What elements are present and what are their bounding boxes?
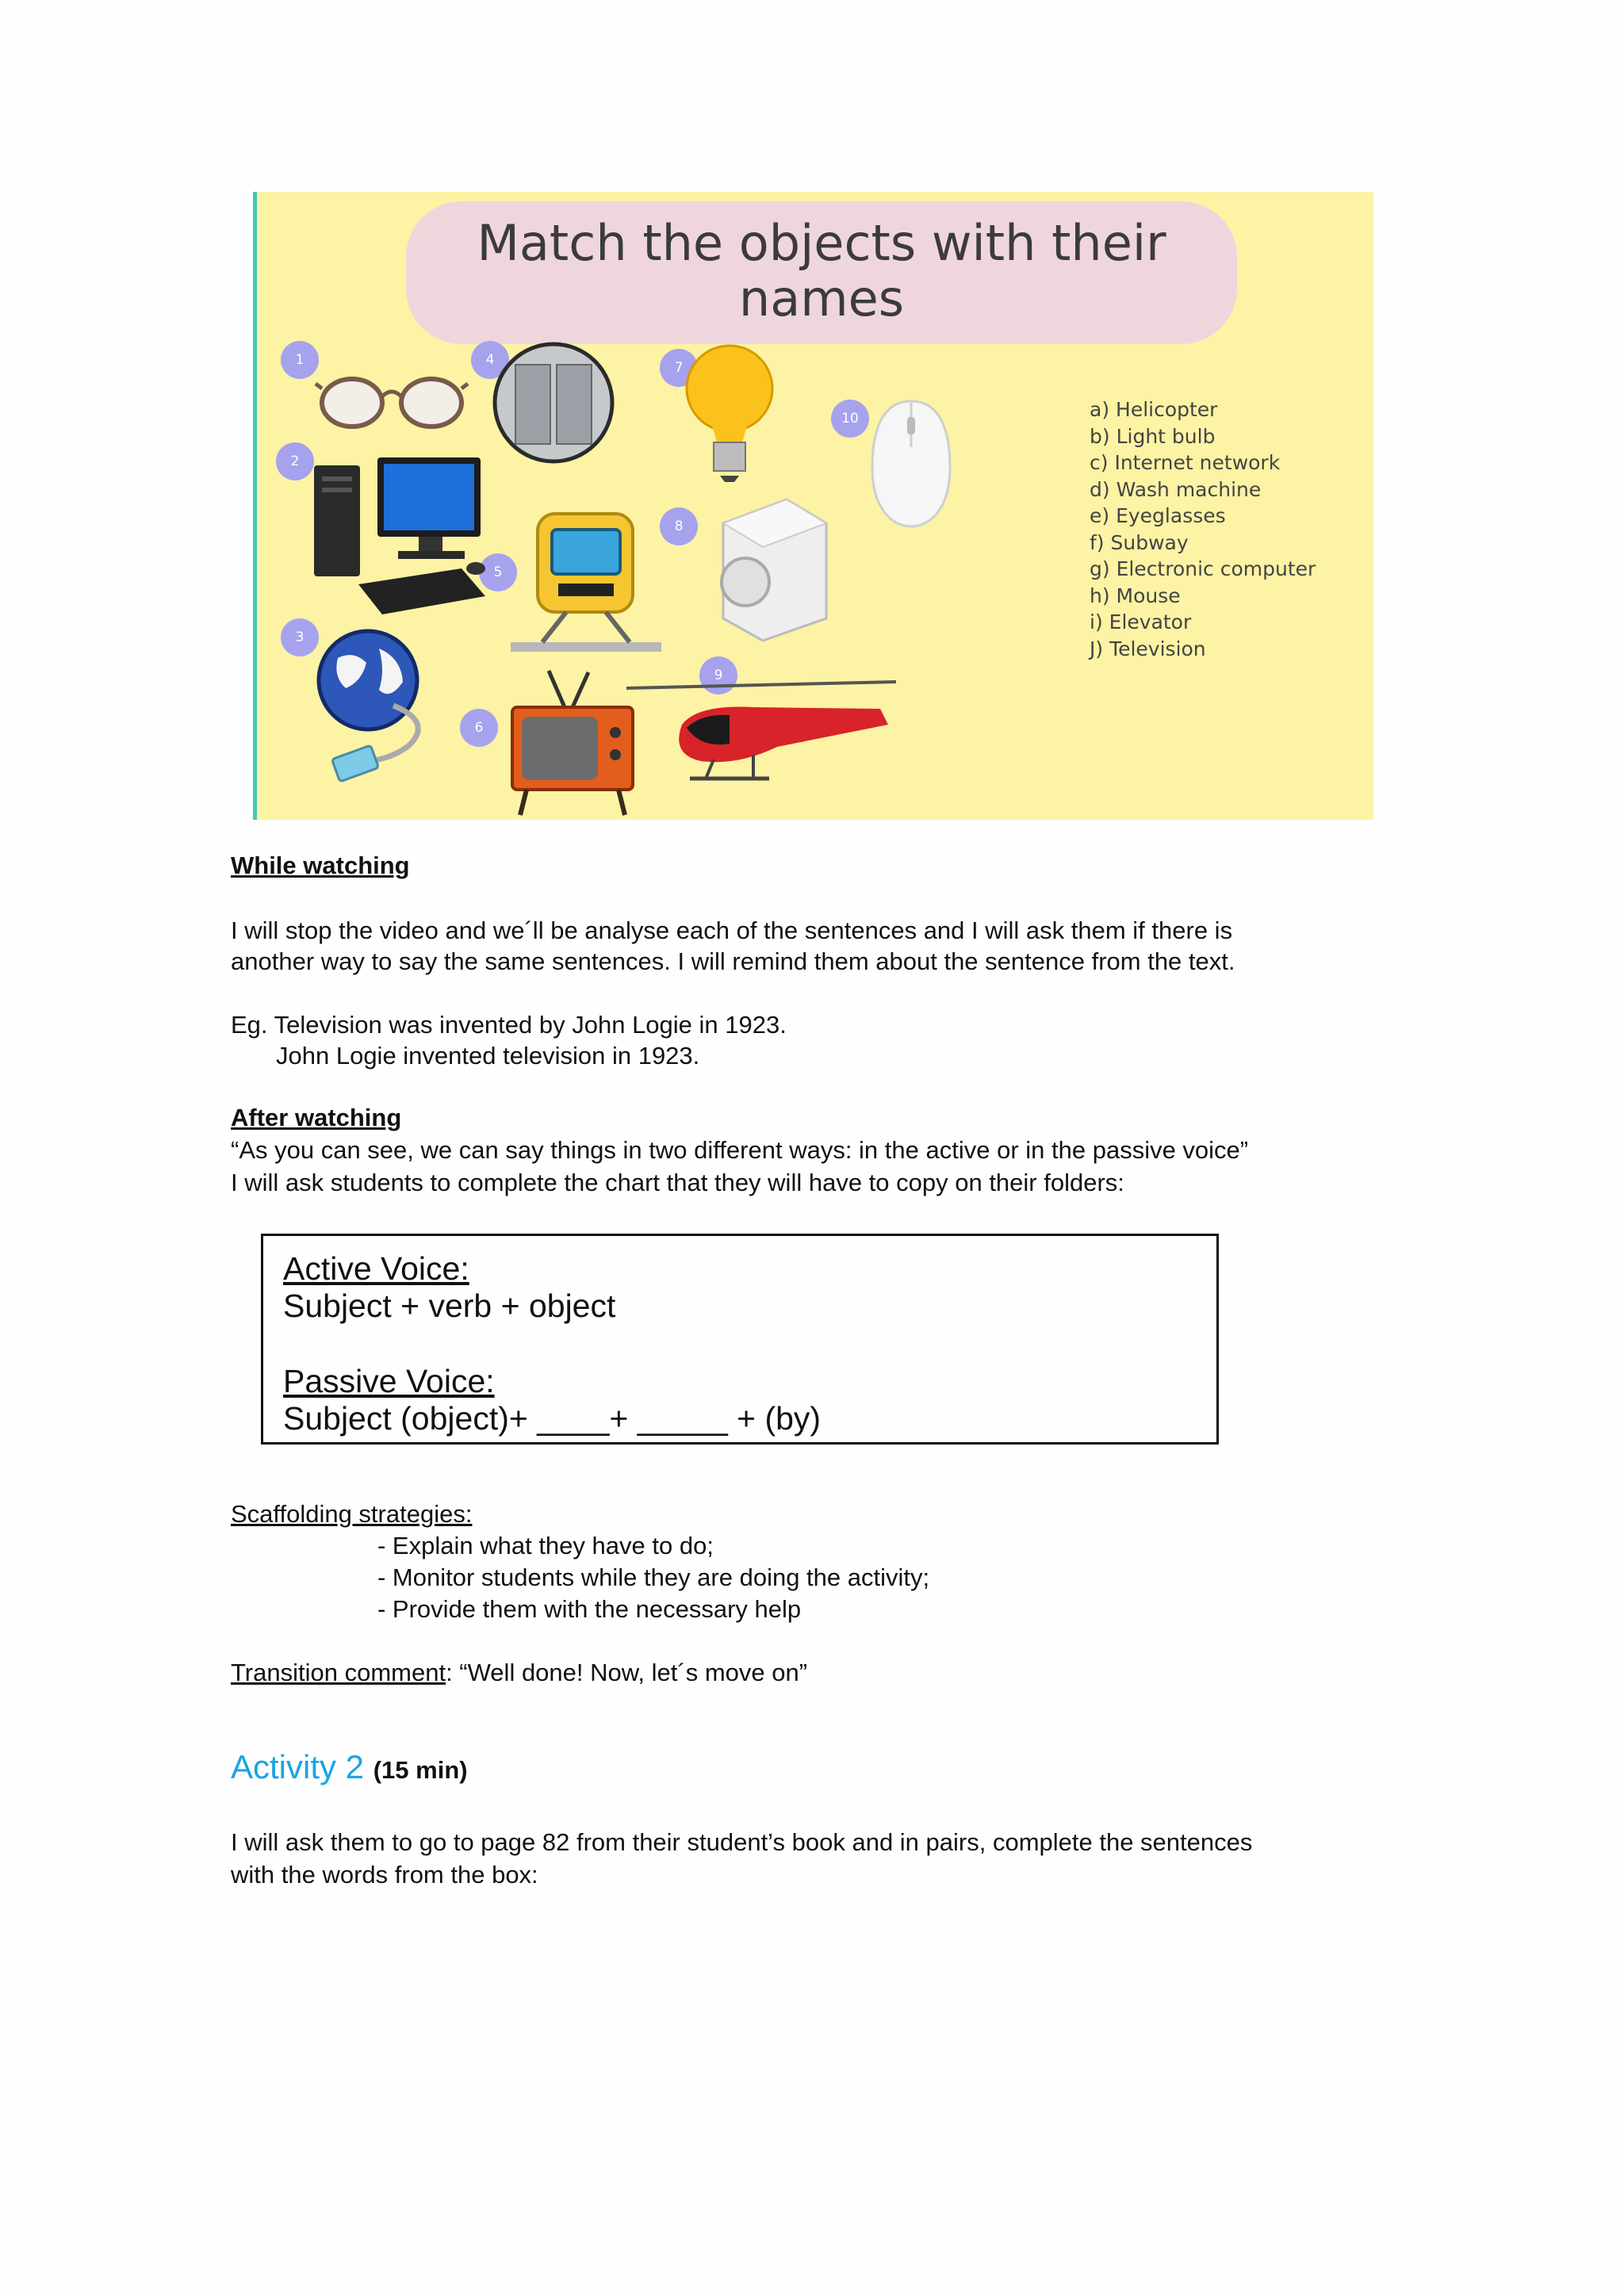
banner-title-line1: Match the objects with their	[477, 214, 1166, 272]
while-paragraph-line1: I will stop the video and we´ll be analyse each of the sentences and I will ask them if there is	[231, 916, 1233, 944]
matching-activity-image	[253, 192, 1373, 820]
number-badge: 1	[281, 341, 319, 379]
transition-text: : “Well done! Now, let´s move on”	[446, 1659, 808, 1686]
number-badge: 8	[660, 507, 698, 545]
list-item: h) Mouse	[1090, 584, 1181, 607]
number-badge: 6	[460, 709, 498, 747]
activity-2-line1: I will ask them to go to page 82 from their student’s book and in pairs, complete the sentences	[231, 1828, 1253, 1856]
elevator-icon	[492, 341, 615, 465]
while-paragraph-line2: another way to say the same sentences. I will remind them about the sentence from the text.	[231, 947, 1235, 975]
number-badge: 3	[281, 618, 319, 656]
scaffolding-heading: Scaffolding strategies:	[231, 1500, 473, 1528]
activity-2-heading	[231, 1748, 468, 1786]
after-line2: I will ask students to complete the chart that they will have to copy on their folders:	[231, 1169, 1124, 1196]
list-item: d) Wash machine	[1090, 477, 1262, 501]
globe-network-icon	[314, 626, 449, 785]
while-watching-heading: While watching	[231, 851, 410, 879]
number-badge: 2	[276, 442, 314, 480]
example-line1: Eg. Television was invented by John Logie in 1923.	[231, 1011, 787, 1039]
list-item: c) Internet network	[1090, 451, 1281, 474]
number-badge: 10	[831, 400, 869, 438]
example-line2: John Logie invented television in 1923.	[276, 1042, 700, 1070]
transition-label: Transition comment	[231, 1659, 446, 1686]
activity-2-title: Activity 2	[231, 1748, 365, 1785]
options-list	[1090, 396, 1316, 662]
list-item: f) Subway	[1090, 530, 1189, 554]
list-item: b) Light bulb	[1090, 424, 1216, 448]
after-line1: “As you can see, we can say things in two different ways: in the active or in the passive voice”	[231, 1136, 1249, 1164]
voice-chart-box	[261, 1234, 1219, 1445]
list-item: J) Television	[1090, 637, 1206, 660]
after-watching-heading: After watching	[231, 1104, 402, 1131]
banner-title-line2: names	[738, 270, 905, 327]
activity-2-line2: with the words from the box:	[231, 1861, 538, 1888]
banner-title	[406, 201, 1237, 344]
list-item: e) Eyeglasses	[1090, 504, 1226, 527]
scaffolding-item: - Provide them with the necessary help	[377, 1595, 802, 1623]
light-bulb-icon	[682, 341, 777, 484]
helicopter-icon	[619, 677, 904, 796]
television-icon	[509, 668, 636, 818]
activity-2-duration: (15 min)	[373, 1756, 468, 1784]
passive-voice-label: Passive Voice:	[283, 1363, 495, 1399]
list-item: i) Elevator	[1090, 610, 1192, 633]
number-badge: 9	[699, 656, 737, 695]
number-badge: 7	[660, 349, 698, 387]
list-item: g) Electronic computer	[1090, 557, 1316, 580]
computer-icon	[311, 450, 493, 616]
passive-voice-formula: Subject (object)+ ____+ _____ + (by)	[283, 1400, 822, 1437]
mouse-icon	[868, 396, 955, 531]
number-badge: 4	[471, 341, 509, 379]
number-badge: 5	[479, 553, 517, 591]
scaffolding-item: - Explain what they have to do;	[377, 1532, 714, 1559]
eyeglasses-icon	[314, 373, 469, 436]
list-item: a) Helicopter	[1090, 398, 1218, 421]
scaffolding-item: - Monitor students while they are doing the activity;	[377, 1563, 930, 1591]
transition-comment	[231, 1657, 807, 1688]
active-voice-label: Active Voice:	[283, 1250, 469, 1287]
washing-machine-icon	[707, 492, 834, 642]
active-voice-formula: Subject + verb + object	[283, 1288, 616, 1324]
subway-icon	[511, 511, 661, 653]
